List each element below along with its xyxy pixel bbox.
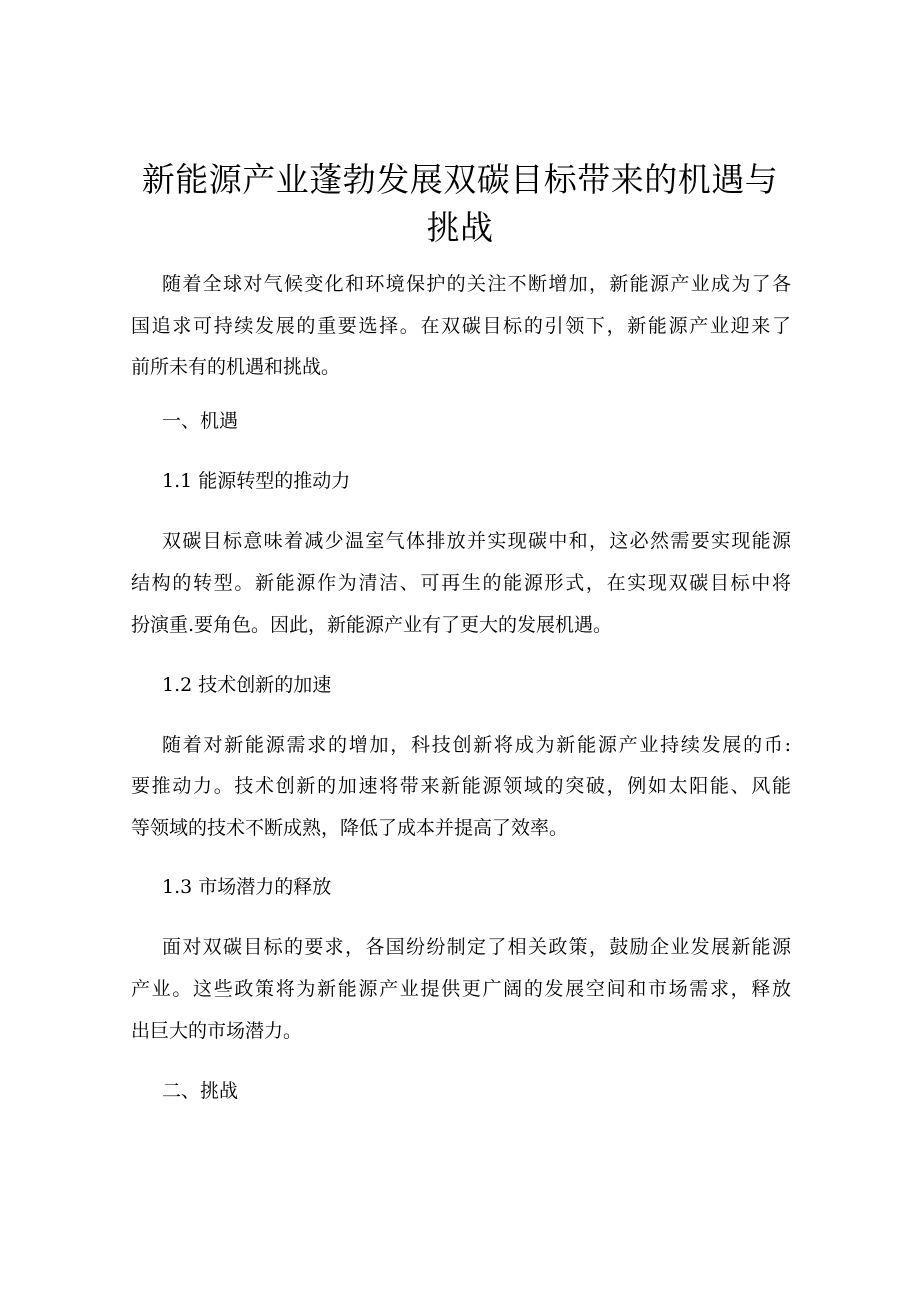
intro-paragraph-line-1: 随着全球对气候变化和环境保护的关注不断增加，新能源产业成为了各 xyxy=(162,273,791,295)
section-heading-opportunities: 一、机遇 xyxy=(162,410,239,432)
subsection-heading-1-3: 1.3 市场潜力的释放 xyxy=(162,876,332,898)
paragraph-1-1-line-1: 双碳目标意味着减少温室气体排放并实现碳中和，这必然需要实现能源 xyxy=(162,530,791,552)
subsection-heading-1-2: 1.2 技术创新的加速 xyxy=(162,674,332,696)
paragraph-1-2-line-3: 等领域的技术不断成熟，降低了成本并提高了效率。 xyxy=(131,817,569,839)
paragraph-1-1-line-3: 扮演重.要角色。因此，新能源产业有了更大的发展机遇。 xyxy=(131,614,613,636)
subsection-heading-1-1: 1.1 能源转型的推动力 xyxy=(162,470,351,492)
paragraph-1-2-line-2: 要推动力。技术创新的加速将带来新能源领域的突破，例如太阳能、风能 xyxy=(131,775,791,797)
intro-paragraph-line-3: 前所未有的机遇和挑战。 xyxy=(131,356,341,378)
document-title-line-2: 挑战 xyxy=(426,208,494,247)
paragraph-1-1-line-2: 结构的转型。新能源作为清洁、可再生的能源形式，在实现双碳目标中将 xyxy=(131,572,791,594)
document-title-line-1: 新能源产业蓬勃发展双碳目标带来的机遇与 xyxy=(141,160,779,199)
paragraph-1-2-line-1: 随着对新能源需求的增加，科技创新将成为新能源产业持续发展的币: xyxy=(162,734,791,756)
paragraph-1-3-line-2: 产业。这些政策将为新能源产业提供更广阔的发展空间和市场需求，释放 xyxy=(131,978,791,1000)
intro-paragraph-line-2: 国追求可持续发展的重要选择。在双碳目标的引领下，新能源产业迎来了 xyxy=(131,315,791,337)
paragraph-1-3-line-1: 面对双碳目标的要求，各国纷纷制定了相关政策，鼓励企业发展新能源 xyxy=(162,936,791,958)
section-heading-challenges: 二、挑战 xyxy=(162,1080,239,1102)
paragraph-1-3-line-3: 出巨大的市场潜力。 xyxy=(131,1020,303,1042)
